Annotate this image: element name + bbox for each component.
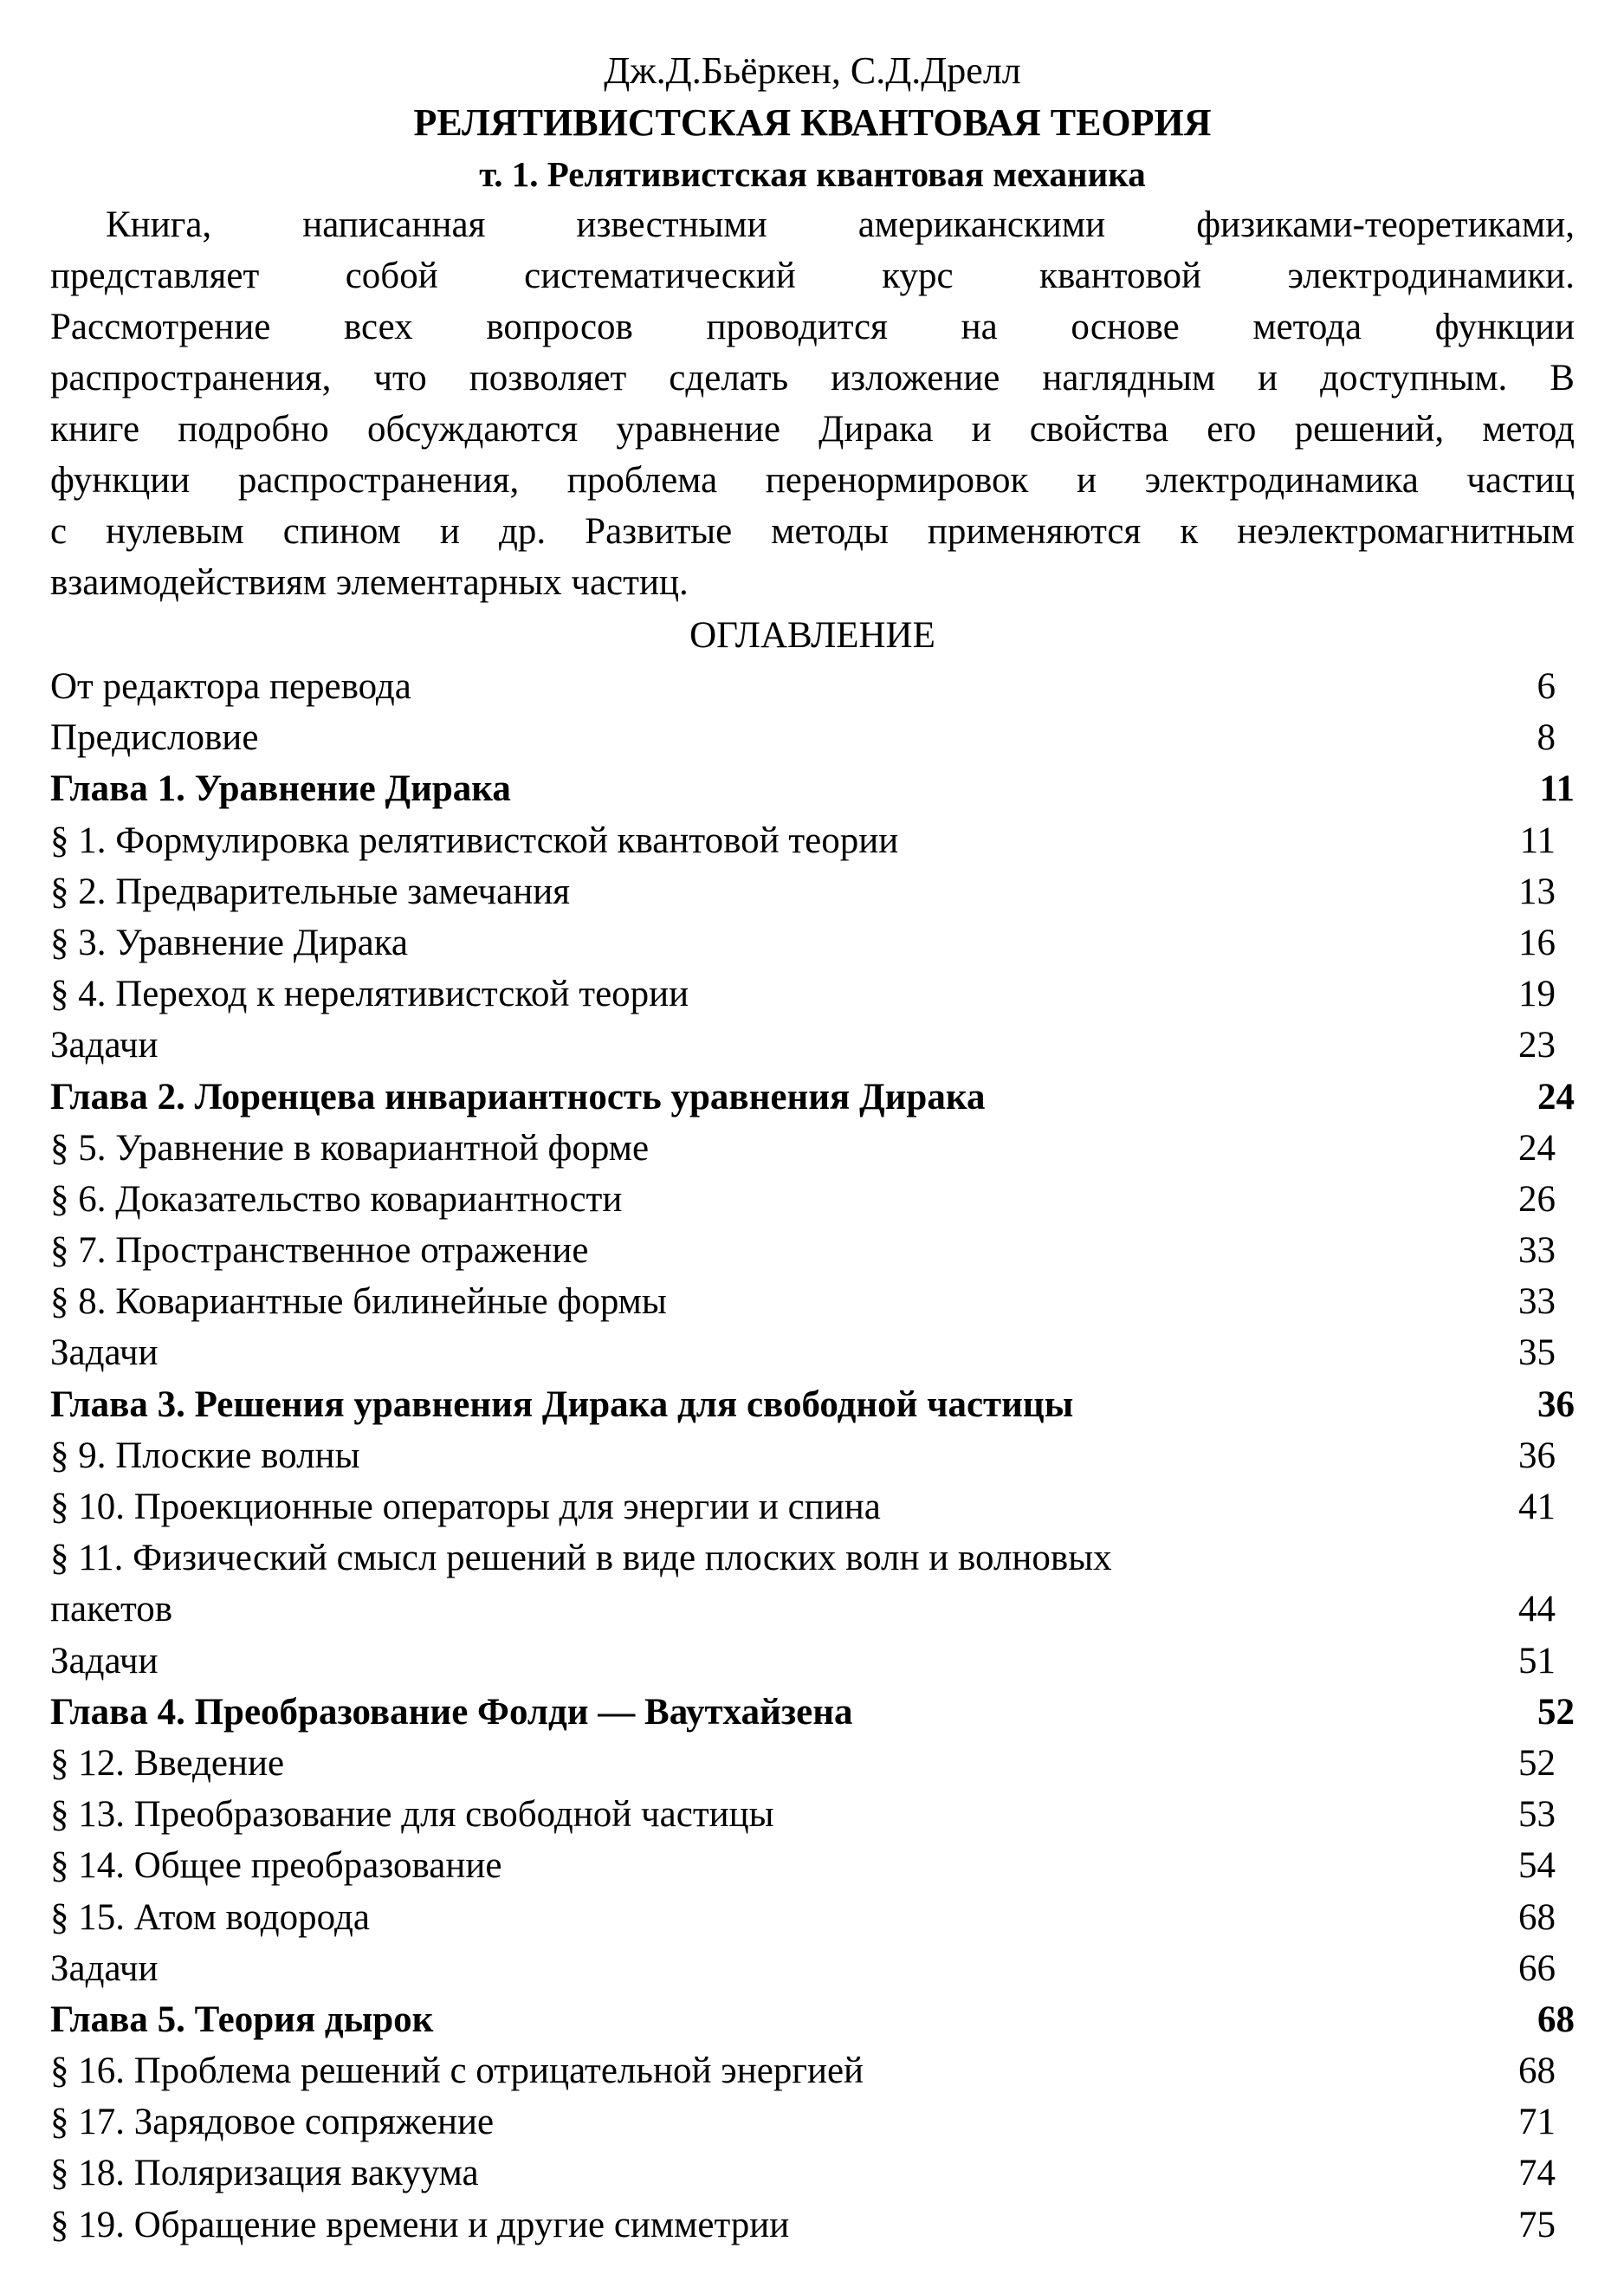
toc-entry-title: Задачи [50, 1332, 159, 1374]
toc-entry-continuation: пакетов [50, 1589, 173, 1630]
toc-page-number: 54 [1518, 1845, 1556, 1887]
toc-page-number: 52 [1518, 1742, 1556, 1784]
toc-page-number: 36 [1537, 1383, 1575, 1425]
toc-entry-title: § 7. Пространственное отражение [50, 1230, 589, 1272]
toc-page-number: 13 [1518, 871, 1556, 912]
toc-chapter-row [50, 1072, 1575, 1123]
toc-entry-row [50, 1123, 1575, 1174]
toc-page-number: 68 [1518, 1896, 1556, 1938]
toc-page-number: 11 [1539, 768, 1575, 810]
toc-chapter-row [50, 1379, 1575, 1430]
toc-entry-title: § 11. Физический смысл решений в виде плоских волн и волновых [50, 1538, 1112, 1579]
toc-page-number: 26 [1518, 1178, 1556, 1220]
toc-page-number: 36 [1518, 1435, 1556, 1476]
toc-page-number: 24 [1537, 1076, 1575, 1118]
description-line: функции распространения, проблема перенормировок и электродинамика частиц [50, 460, 1575, 501]
toc-entry-title: § 4. Переход к нерелятивистской теории [50, 974, 689, 1015]
toc-page-number: 33 [1518, 1230, 1556, 1272]
description-line: с нулевым спином и др. Развитые методы применяются к неэлектромагнитным [50, 511, 1575, 552]
description-line: взаимодействиям элементарных частиц. [50, 562, 689, 603]
book-title: РЕЛЯТИВИСТСКАЯ КВАНТОВАЯ ТЕОРИЯ [413, 101, 1212, 144]
toc-page-number: 74 [1518, 2153, 1556, 2194]
toc-page-number: 68 [1518, 2051, 1556, 2092]
toc-entry-title: § 5. Уравнение в ковариантной форме [50, 1127, 650, 1169]
toc-entry-row [50, 2096, 1575, 2148]
toc-page-number: 35 [1518, 1332, 1556, 1374]
toc-entry-row [50, 1892, 1575, 1943]
toc-entry-row [50, 2045, 1575, 2096]
toc-entry-title: § 9. Плоские волны [50, 1435, 360, 1476]
toc-chapter-row [50, 1687, 1575, 1738]
toc-page-number: 66 [1518, 1947, 1556, 1989]
description-line: распространения, что позволяет сделать изложение наглядным и доступным. В [50, 358, 1575, 398]
description-line: Рассмотрение всех вопросов проводится на основе метода функции [50, 307, 1575, 347]
toc-entry-title: § 6. Доказательство ковариантности [50, 1178, 623, 1220]
toc-page-number: 24 [1518, 1127, 1556, 1169]
toc-page-number: 44 [1518, 1589, 1556, 1630]
toc-entry-row [50, 1636, 1575, 1687]
toc-entry-title: Задачи [50, 1640, 159, 1681]
toc-page-number: 33 [1518, 1281, 1556, 1323]
toc-page-number: 11 [1519, 820, 1556, 861]
toc-page-number: 16 [1518, 922, 1556, 963]
toc-page-number: 8 [1537, 717, 1556, 759]
toc-entry-title: § 16. Проблема решений с отрицательной энергией [50, 2051, 864, 2092]
toc-entry-row [50, 1532, 1575, 1584]
toc-entry-row [50, 2148, 1575, 2199]
toc-entry-title: § 14. Общее преобразование [50, 1845, 502, 1887]
toc-page-number: 51 [1518, 1640, 1556, 1681]
toc-page-number: 23 [1518, 1025, 1556, 1066]
document-page [50, 45, 1575, 2251]
toc-entry-title: Глава 4. Преобразование Фолди — Ваутхайзена [50, 1691, 853, 1733]
description-line: книге подробно обсуждаются уравнение Дирака и свойства его решений, метод [50, 409, 1575, 450]
toc-entry-title: Предисловие [50, 717, 259, 759]
toc-entry-title: Глава 3. Решения уравнения Дирака для свободной частицы [50, 1383, 1074, 1425]
toc-entry-title: § 10. Проекционные операторы для энергии и спина [50, 1487, 881, 1527]
toc-entry-row [50, 815, 1575, 866]
table-of-contents [50, 661, 1575, 2251]
toc-chapter-row [50, 763, 1575, 814]
toc-page-number: 52 [1537, 1691, 1575, 1733]
toc-entry-title: § 19. Обращение времени и другие симметрии [50, 2204, 790, 2245]
toc-entry-title: § 15. Атом водорода [50, 1896, 370, 1938]
toc-heading: ОГЛАВЛЕНИЕ [689, 615, 935, 656]
toc-page-number: 71 [1518, 2102, 1556, 2143]
toc-entry-row [50, 1225, 1575, 1276]
toc-page-number: 6 [1537, 666, 1556, 707]
toc-entry-row [50, 1943, 1575, 1994]
toc-entry-title: Задачи [50, 1947, 159, 1989]
toc-entry-row [50, 917, 1575, 969]
toc-entry-row [50, 969, 1575, 1020]
toc-entry-title: Глава 1. Уравнение Дирака [50, 768, 511, 810]
toc-entry-row [50, 661, 1575, 712]
toc-entry-row [50, 1276, 1575, 1327]
toc-page-number: 75 [1518, 2204, 1556, 2245]
toc-page-number: 53 [1518, 1794, 1556, 1836]
book-authors: Дж.Д.Бьёркен, С.Д.Дрелл [604, 49, 1021, 92]
toc-entry-continuation-row [50, 1584, 1575, 1635]
toc-entry-title: Глава 2. Лоренцева инвариантность уравнения Дирака [50, 1076, 986, 1118]
toc-page-number: 41 [1518, 1487, 1556, 1527]
toc-page-number: 19 [1518, 974, 1556, 1015]
toc-entry-title: § 2. Предварительные замечания [50, 871, 571, 912]
toc-entry-row [50, 712, 1575, 763]
toc-entry-title: Глава 5. Теория дырок [50, 1999, 434, 2040]
toc-entry-title: Задачи [50, 1025, 159, 1066]
toc-entry-title: § 12. Введение [50, 1742, 285, 1784]
toc-chapter-row [50, 1994, 1575, 2045]
toc-entry-row [50, 1738, 1575, 1789]
toc-entry-row [50, 1174, 1575, 1225]
toc-entry-row [50, 1327, 1575, 1378]
toc-page-number: 68 [1537, 1999, 1575, 2040]
toc-entry-title: § 8. Ковариантные билинейные формы [50, 1281, 667, 1323]
toc-entry-row [50, 1789, 1575, 1840]
toc-entry-row [50, 1481, 1575, 1532]
toc-entry-title: От редактора перевода [50, 666, 411, 707]
toc-entry-row [50, 1430, 1575, 1481]
description-line: Книга, написанная известными американскими физиками-теоретиками, [106, 204, 1575, 245]
book-description [50, 199, 1575, 608]
toc-entry-row [50, 866, 1575, 917]
book-subtitle: т. 1. Релятивистская квантовая механика [479, 154, 1146, 194]
toc-entry-title: § 17. Зарядовое сопряжение [50, 2102, 495, 2143]
toc-entry-title: § 18. Поляризация вакуума [50, 2153, 479, 2194]
toc-entry-row [50, 1840, 1575, 1891]
toc-entry-title: § 1. Формулировка релятивистской квантовой теории [50, 820, 899, 861]
description-line: представляет собой систематический курс квантовой электродинамики. [50, 256, 1575, 296]
toc-entry-title: § 3. Уравнение Дирака [50, 922, 409, 963]
toc-entry-title: § 13. Преобразование для свободной частицы [50, 1794, 774, 1836]
toc-entry-row [50, 2200, 1575, 2251]
toc-entry-row [50, 1020, 1575, 1071]
